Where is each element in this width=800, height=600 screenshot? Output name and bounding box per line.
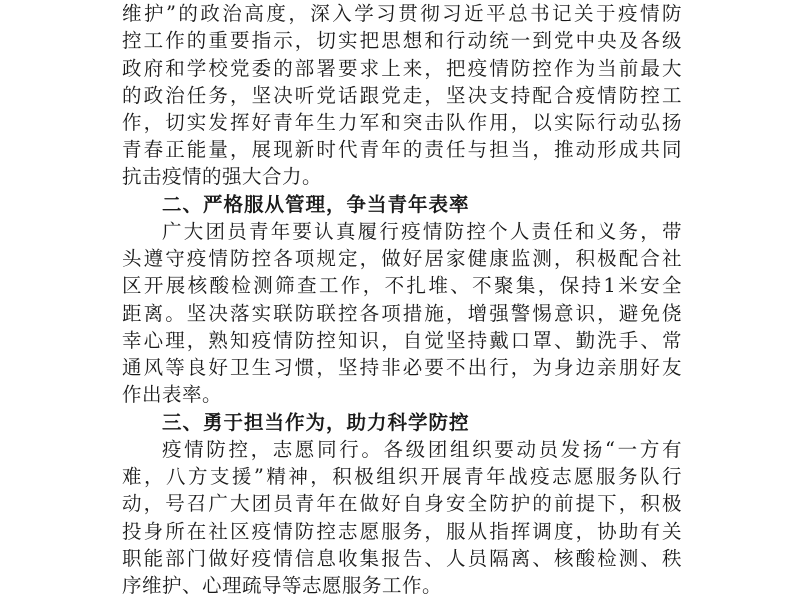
paragraph-line: 维护”的政治高度，深入学习贯彻习近平总书记关于疫情防 [122,2,682,25]
paragraph-line: 投身所在社区疫情防控志愿服务，服从指挥调度，协助有关 [122,519,682,543]
paragraph-line: 广大团员青年要认真履行疫情防控个人责任和义务，带 [162,219,682,243]
paragraph-line: 作出表率。 [122,383,223,407]
paragraph-line: 青春正能量，展现新时代青年的责任与担当，推动形成共同 [122,138,682,162]
paragraph-line: 疫情防控，志愿同行。各级团组织要动员发扬“一方有 [162,437,682,461]
section-heading: 三、勇于担当作为，助力科学防控 [162,410,470,434]
paragraph-line: 头遵守疫情防控各项规定，做好居家健康监测，积极配合社 [122,247,682,271]
paragraph-line: 控工作的重要指示，切实把思想和行动统一到党中央及各级 [122,29,682,53]
paragraph-line: 动，号召广大团员青年在做好自身安全防护的前提下，积极 [122,492,682,516]
paragraph-line: 政府和学校党委的部署要求上来，把疫情防控作为当前最大 [122,56,682,80]
paragraph-line: 职能部门做好疫情信息收集报告、人员隔离、核酸检测、秩 [122,546,682,570]
paragraph-line: 距离。坚决落实联防联控各项措施，增强警惕意识，避免侥 [122,301,682,325]
paragraph-line: 通风等良好卫生习惯，坚持非必要不出行，为身边亲朋好友 [122,356,682,380]
paragraph-line: 的政治任务，坚决听党话跟党走，坚决支持配合疫情防控工 [122,83,682,107]
paragraph-line: 抗击疫情的强大合力。 [122,165,323,189]
paragraph-line: 难，八方支援”精神，积极组织开展青年战疫志愿服务队行 [122,465,682,488]
section-heading: 二、严格服从管理，争当青年表率 [162,192,470,216]
paragraph-line: 作，切实发挥好青年生力军和突击队作用，以实际行动弘扬 [122,111,682,134]
paragraph-line: 序维护、心理疏导等志愿服务工作。 [122,574,443,597]
paragraph-line: 区开展核酸检测筛查工作，不扎堆、不聚集，保持1米安全 [122,274,682,298]
paragraph-line: 幸心理，熟知疫情防控知识，自觉坚持戴口罩、勤洗手、常 [122,328,682,352]
